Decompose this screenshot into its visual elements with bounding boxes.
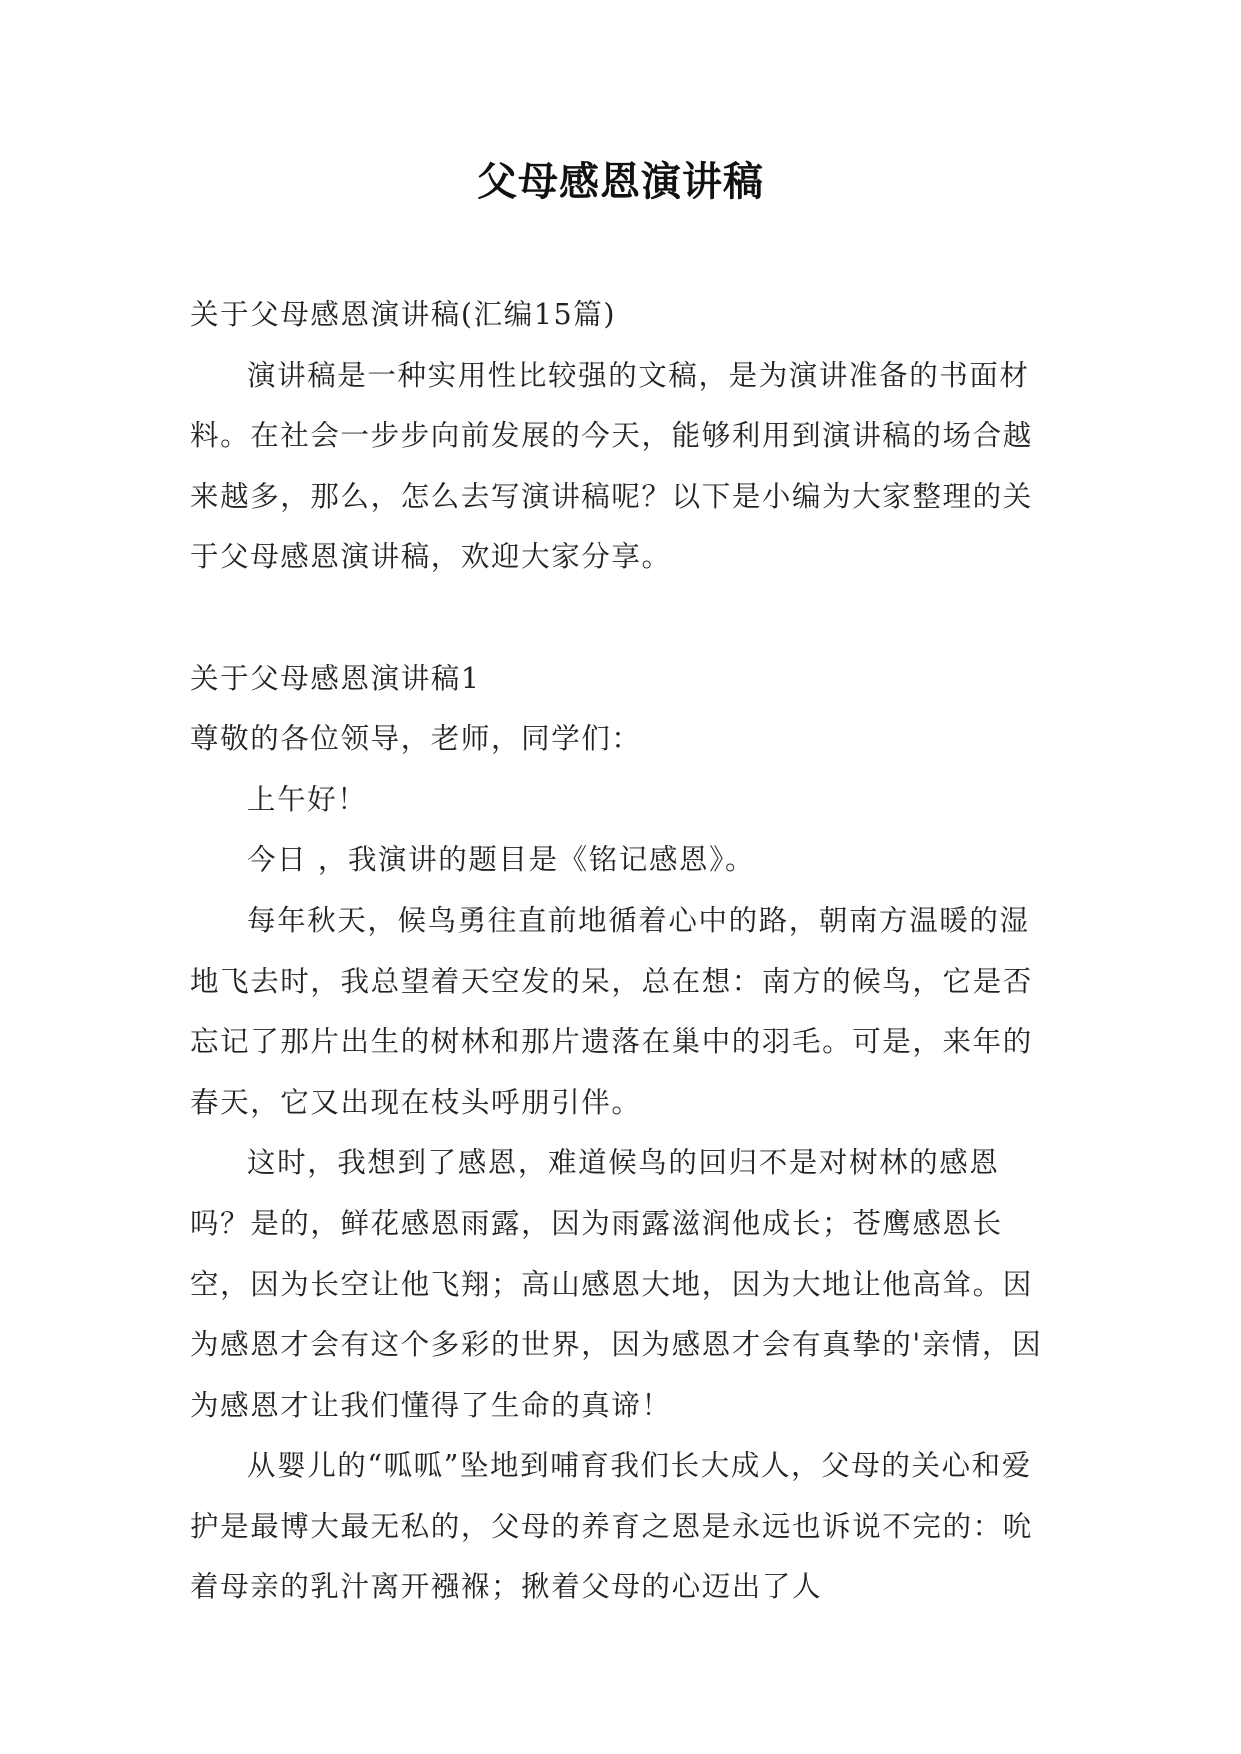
salutation: 尊敬的各位领导，老师，同学们： <box>190 722 642 756</box>
intro-paragraph: 演讲稿是一种实用性比较强的文稿，是为演讲准备的书面材料。在社会一步步向前发展的今天，能够利用到演讲稿的场合越来越多，那么，怎么去写演讲稿呢？以下是小编为大家整理的关于父母感恩演讲稿，欢迎大家分享。 <box>190 358 1033 574</box>
body-paragraph-migratory-birds: 每年秋天，候鸟勇往直前地循着心中的路，朝南方温暖的湿地飞去时，我总望着天空发的呆，总在想：南方的候鸟，它是否忘记了那片出生的树林和那片遗落在巢中的羽毛。可是，来年的春天，它又出现在枝头呼朋引伴。 <box>190 903 1033 1119</box>
document-body <box>190 285 1050 1618</box>
body-paragraph-parents: 从婴儿的“呱呱”坠地到哺育我们长大成人，父母的关心和爱护是最博大最无私的，父母的养育之恩是永远也诉说不完的：吮着母亲的乳汁离开襁褓；揪着父母的心迈出了人 <box>190 1449 1033 1604</box>
document-title: 父母感恩演讲稿 <box>477 159 764 205</box>
greeting: 上午好！ <box>247 782 368 816</box>
collection-heading: 关于父母感恩演讲稿(汇编15篇) <box>190 298 617 331</box>
topic-line: 今日 ，我演讲的题目是《铭记感恩》。 <box>247 843 756 877</box>
section-heading: 关于父母感恩演讲稿1 <box>190 661 481 695</box>
body-paragraph-gratitude: 这时，我想到了感恩，难道候鸟的回归不是对树林的感恩吗？是的，鲜花感恩雨露，因为雨露滋润他成长；苍鹰感恩长空，因为长空让他飞翔；高山感恩大地，因为大地让他高耸。因为感恩才会有这个多彩的世界，因为感恩才会有真挚的'亲情，因为感恩才让我们懂得了生命的真谛！ <box>190 1146 1043 1422</box>
paragraph-spacer <box>190 588 1050 649</box>
